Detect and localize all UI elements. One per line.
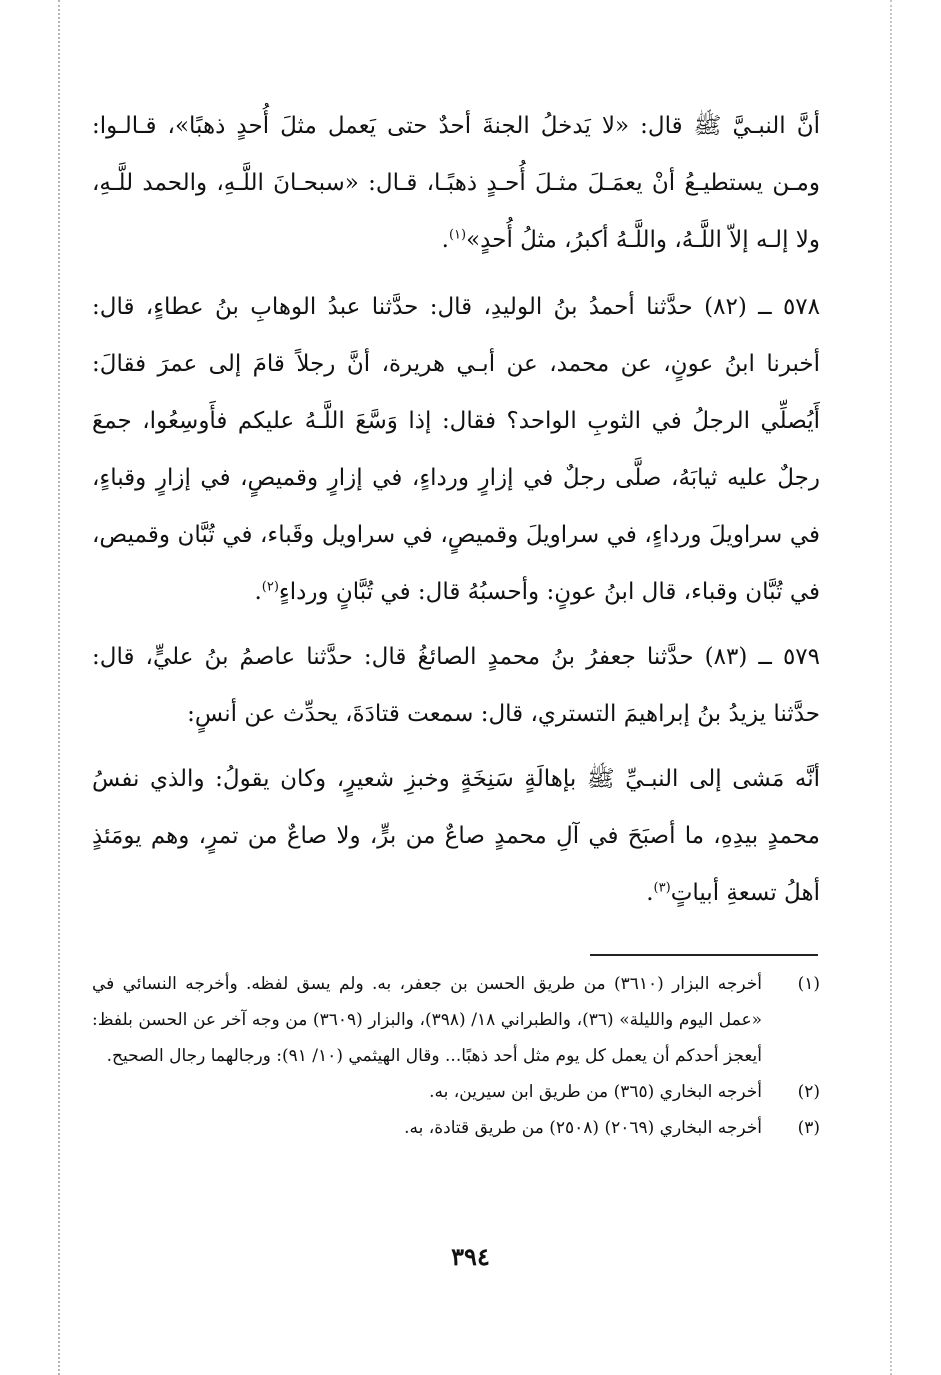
footnote-text: أخرجه البخاري (٣٦٥) من طريق ابن سيرين، به. — [429, 1082, 762, 1102]
paragraph-text: ٥٧٨ ــ (٨٢) حدَّثنا أحمدُ بنُ الوليدِ، قال: حدَّثنا عبدُ الوهابِ بنُ عطاءٍ، قال: أخبرنا ابنُ عونٍ، عن محمد، عن أبـي هريرة، أنَّ رجلاً قامَ إلى عمرَ فقالَ: أَيُصلِّي الرجلُ في الثوبِ الواحد؟ فقال: إذا وَسَّعَ اللَّـهُ عليكم فأَوسِعُوا، جمعَ رجلٌ عليه ثيابَهُ، صلَّى رجلٌ في إزارٍ ورداءٍ، في إزارٍ وقميصٍ، في إزارٍ وقباءٍ، في سراويلَ ورداءٍ، في سراويلَ وقميصٍ، في سراويل وقَباء، في تُبَّان وقميص، في تُبَّان وقباء، قال ابنُ عونٍ: وأحسبُهُ قال: في تُبَّانٍ ورداءٍ — [92, 294, 821, 605]
paragraph-text: ٥٧٩ ــ (٨٣) حدَّثنا جعفرُ بنُ محمدٍ الصائغُ قال: حدَّثنا عاصمُ بنُ عليٍّ، قال: حدَّثنا يزيدُ بنُ إبراهيمَ التستري، قال: سمعت قتادَةَ، يحدِّث عن أنسٍ: — [92, 644, 820, 727]
page-number: ٣٩٤ — [451, 1242, 490, 1271]
footnote-number: (١) — [797, 974, 820, 994]
footnote-text: أخرجه البزار (٣٦١٠) من طريق الحسن بن جعفر، به. ولم يسق لفظه. وأخرجه النسائي في «عمل اليوم والليلة» (٣٦)، والطبراني ١٨/ (٣٩٨)، والبزار (٣٦٠٩) من وجه آخر عن الحسن بلفظ: أيعجز أحدكم أن يعمل كل يوم مثل أحد ذهبًا... وقال الهيثمي (١٠/ ٩١): ورجالهما رجال الصحيح. — [92, 974, 762, 1066]
footnote-ref-2[interactable]: (٢) — [261, 579, 279, 595]
footnote-separator — [590, 954, 818, 956]
scan-margin-line-right — [890, 0, 892, 1375]
footnote-number: (٣) — [797, 1118, 820, 1138]
footnote-1 — [92, 966, 820, 1074]
footnote-ref-1[interactable]: (١) — [448, 227, 467, 243]
footnote-text: أخرجه البخاري (٢٠٦٩) (٢٥٠٨) من طريق قتادة، به. — [404, 1118, 762, 1138]
paragraph-text: أنَّه مَشى إلى النبـيِّ ﷺ بإهالَةٍ سَنِخَةٍ وخبزِ شعيرٍ، وكان يقولُ: والذي نفسُ محمدٍ بيدِهِ، ما أصبَحَ في آلِ محمدٍ صاعٌ من برٍّ، ولا صاعٌ من تمرٍ، وهم يومَئذٍ أهلُ تسعةِ أبياتٍ — [92, 766, 820, 906]
end-punct: . — [441, 227, 449, 253]
end-punct: . — [254, 579, 262, 605]
paragraph-hadith-579-isnad — [92, 629, 820, 743]
paragraph-hadith-579-matn — [92, 751, 820, 922]
footnotes — [92, 966, 820, 1146]
paragraph-hadith-578 — [92, 279, 820, 621]
footnote-3 — [92, 1110, 820, 1146]
paragraph-hadith-uhud — [92, 98, 820, 269]
footnote-2 — [92, 1074, 820, 1110]
footnote-number: (٢) — [797, 1082, 820, 1102]
main-text — [92, 98, 820, 930]
footnote-ref-3[interactable]: (٣) — [653, 880, 671, 896]
end-punct: . — [646, 880, 654, 906]
paragraph-text: أنَّ النبـيَّ ﷺ قال: «لا يَدخلُ الجنةَ أحدٌ حتى يَعمل مثلَ أُحدٍ ذهبًا»، قـالـوا: ومـن يستطيـعُ أنْ يعمَـلَ مثـلَ أُحـدٍ ذهبًـا، قـال: «سبحـانَ اللَّـهِ، والحمد للَّـهِ، ولا إلـه إلاّ اللَّـهُ، واللَّـهُ أكبرُ، مثلُ أُحدٍ» — [92, 113, 820, 253]
scan-margin-line-left — [58, 0, 60, 1375]
